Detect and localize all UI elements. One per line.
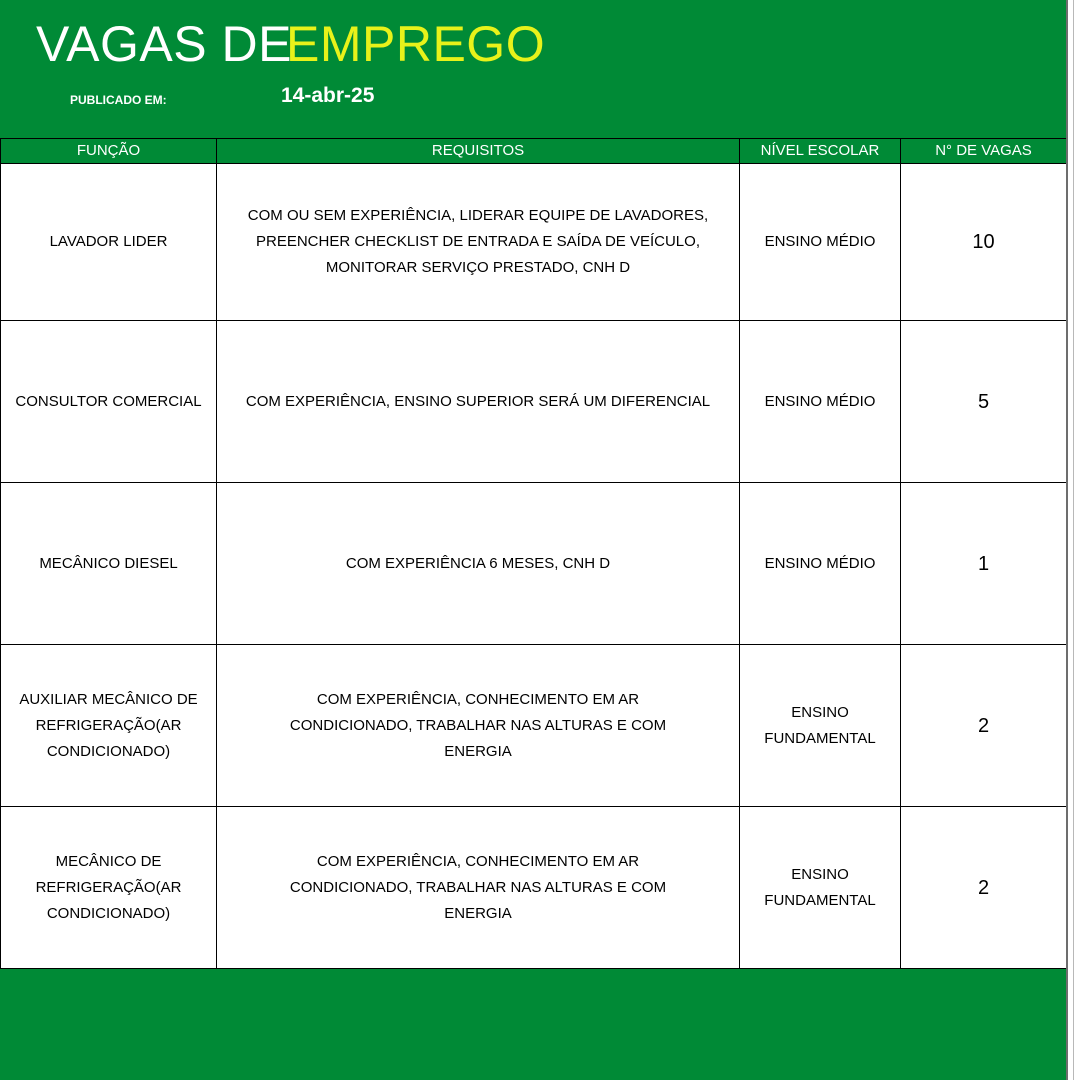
cell-requisitos: COM EXPERIÊNCIA, CONHECIMENTO EM AR CONDICIONADO, TRABALHAR NAS ALTURAS E COM ENERGIA [217, 645, 740, 807]
table-row [1, 483, 1067, 645]
cell-funcao: LAVADOR LIDER [1, 164, 217, 321]
page-title-part2: EMPREGO [286, 16, 546, 72]
column-header-requisitos: REQUISITOS [217, 139, 740, 164]
table-row [1, 807, 1067, 969]
cell-numero-vagas: 10 [901, 164, 1067, 321]
cell-requisitos: COM EXPERIÊNCIA, CONHECIMENTO EM AR CONDICIONADO, TRABALHAR NAS ALTURAS E COM ENERGIA [217, 807, 740, 969]
cell-numero-vagas: 2 [901, 645, 1067, 807]
page-title-part1: VAGAS DE [36, 16, 292, 72]
cell-funcao: AUXILIAR MECÂNICO DE REFRIGERAÇÃO(AR CONDICIONADO) [1, 645, 217, 807]
table-row [1, 164, 1067, 321]
cell-requisitos: COM EXPERIÊNCIA 6 MESES, CNH D [217, 483, 740, 645]
cell-nivel-escolar: ENSINO MÉDIO [740, 321, 901, 483]
table-row [1, 321, 1067, 483]
table-header-row [1, 139, 1067, 164]
cell-nivel-escolar: ENSINO FUNDAMENTAL [740, 807, 901, 969]
cell-numero-vagas: 1 [901, 483, 1067, 645]
header-banner [0, 0, 1066, 138]
cell-funcao: MECÂNICO DIESEL [1, 483, 217, 645]
cell-numero-vagas: 2 [901, 807, 1067, 969]
cell-nivel-escolar: ENSINO MÉDIO [740, 164, 901, 321]
column-header-numero-vagas: N° DE VAGAS [901, 139, 1067, 164]
cell-funcao: CONSULTOR COMERCIAL [1, 321, 217, 483]
footer-banner [0, 969, 1066, 1080]
published-label: PUBLICADO EM: [70, 93, 167, 107]
column-header-nivel-escolar: NÍVEL ESCOLAR [740, 139, 901, 164]
cell-numero-vagas: 5 [901, 321, 1067, 483]
page-edge-divider [1073, 0, 1074, 1080]
cell-nivel-escolar: ENSINO MÉDIO [740, 483, 901, 645]
cell-funcao: MECÂNICO DE REFRIGERAÇÃO(AR CONDICIONADO) [1, 807, 217, 969]
job-table [0, 138, 1067, 969]
cell-requisitos: COM OU SEM EXPERIÊNCIA, LIDERAR EQUIPE DE LAVADORES, PREENCHER CHECKLIST DE ENTRADA E SAÍDA DE VEÍCULO, MONITORAR SERVIÇO PRESTADO, CNH D [217, 164, 740, 321]
column-header-funcao: FUNÇÃO [1, 139, 217, 164]
page-edge-divider [1066, 0, 1068, 1080]
cell-nivel-escolar: ENSINO FUNDAMENTAL [740, 645, 901, 807]
cell-requisitos: COM EXPERIÊNCIA, ENSINO SUPERIOR SERÁ UM DIFERENCIAL [217, 321, 740, 483]
published-date: 14-abr-25 [281, 84, 375, 107]
table-row [1, 645, 1067, 807]
